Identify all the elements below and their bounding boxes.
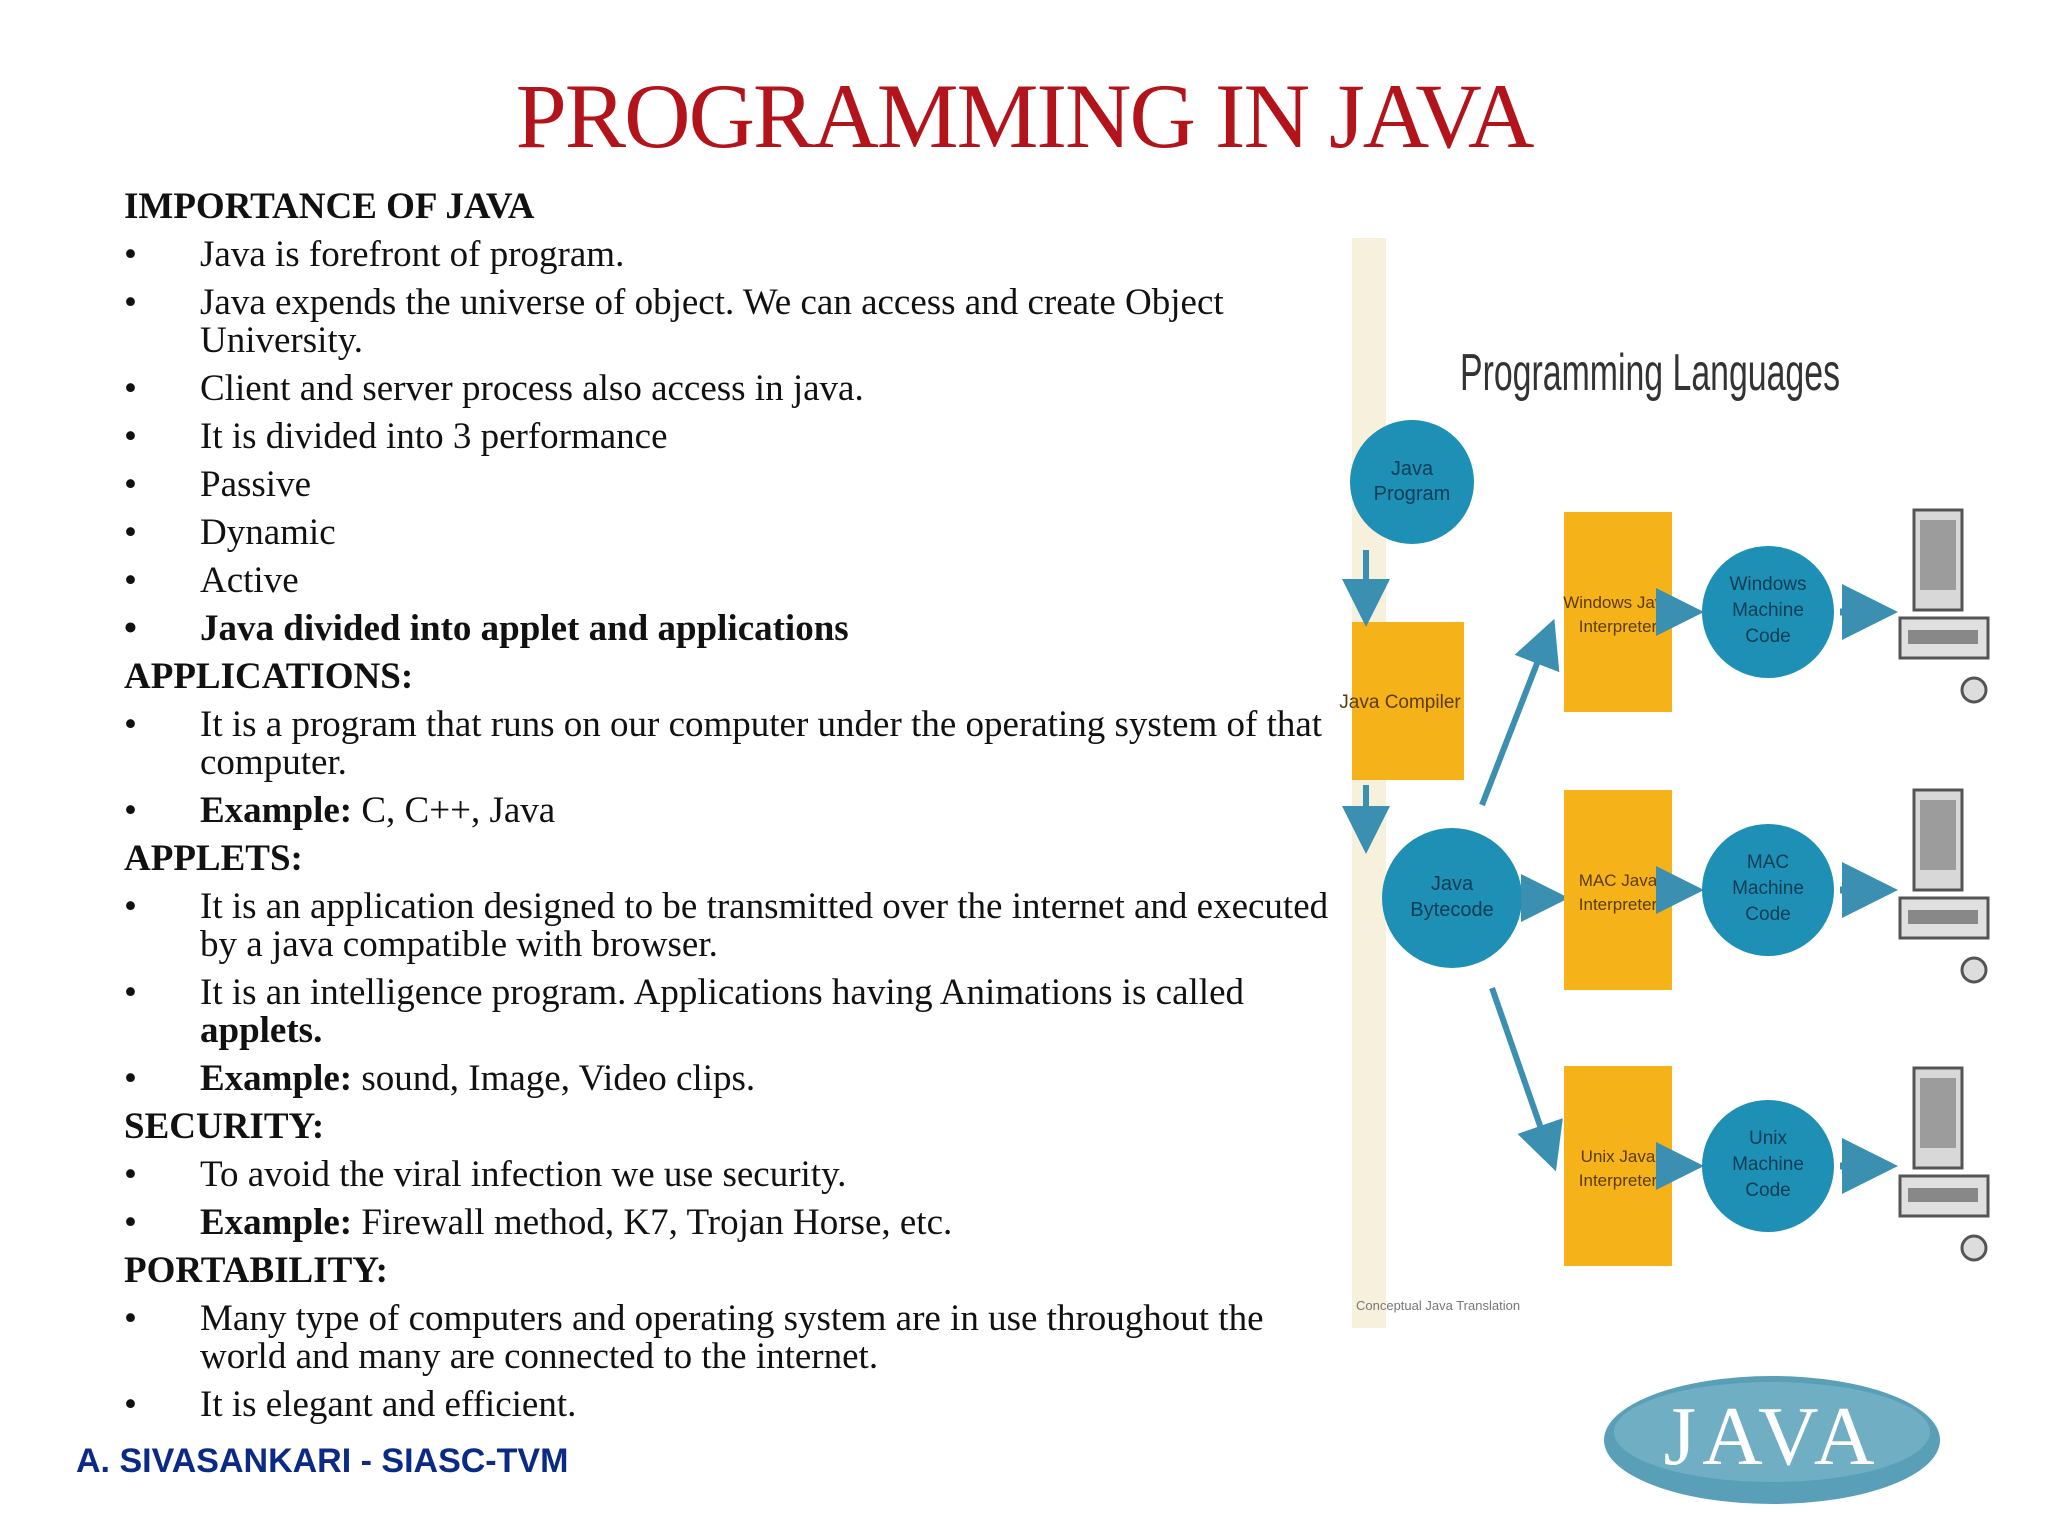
mac-interpreter-box xyxy=(1564,790,1672,990)
java-logo-text: JAVA xyxy=(1663,1390,1881,1483)
author-footer: A. SIVASANKARI - SIASC-TVM xyxy=(76,1442,569,1480)
bullet-icon: • xyxy=(124,1058,137,1099)
list-item: • Example: C, C++, Java xyxy=(124,790,556,831)
unix-interpreter-label: Interpreter xyxy=(1578,1171,1658,1190)
java-program-label: Java xyxy=(1390,458,1434,480)
bullet-icon: • xyxy=(124,886,137,927)
list-item: • Example: sound, Image, Video clips. xyxy=(124,1058,756,1099)
bullet-icon: • xyxy=(124,416,137,457)
diagram-title: Programming Languages xyxy=(1460,344,1840,402)
arrow xyxy=(1492,988,1552,1160)
bullet-icon: • xyxy=(124,972,137,1013)
java-compiler-label: Java Compiler xyxy=(1339,692,1461,713)
unix-interpreter-label: Unix Java xyxy=(1580,1147,1656,1166)
list-item: • Java divided into applet and applications xyxy=(124,608,849,649)
bullet-icon: • xyxy=(124,1298,137,1339)
example-label: Example: xyxy=(200,1202,353,1243)
list-item: • Active xyxy=(124,560,299,601)
java-program-circle xyxy=(1350,420,1474,544)
bullet-icon: • xyxy=(124,608,137,649)
list-item: • Example: Firewall method, K7, Trojan Horse, etc. xyxy=(124,1202,953,1243)
computer-icon xyxy=(1900,1068,1988,1260)
section-heading-importance: IMPORTANCE OF JAVA xyxy=(124,186,535,227)
list-item: • Client and server process also access in java. xyxy=(124,368,864,409)
windows-interpreter-label: Interpreter xyxy=(1578,617,1658,636)
section-heading-applets: APPLETS: xyxy=(124,838,303,879)
list-item: • Java expends the universe of object. We can access and create Object University. xyxy=(124,282,1224,361)
windows-machine-code-label: Windows xyxy=(1729,574,1807,595)
list-item: • It is elegant and efficient. xyxy=(124,1384,577,1425)
bullet-icon: • xyxy=(124,560,137,601)
example-label: Example: xyxy=(200,790,353,831)
list-item: • It is divided into 3 performance xyxy=(124,416,668,457)
diagram-caption: Conceptual Java Translation xyxy=(1356,1298,1521,1313)
windows-interpreter-label: Windows Java xyxy=(1563,593,1673,612)
bullet-icon: • xyxy=(124,704,137,745)
windows-interpreter-box xyxy=(1564,512,1672,712)
java-bytecode-label: Bytecode xyxy=(1410,899,1494,921)
programming-languages-diagram xyxy=(1339,230,1992,1340)
java-bytecode-label: Java xyxy=(1430,873,1474,895)
list-item: • Many type of computers and operating system are in use throughout the world and many are connected to the internet. xyxy=(124,1298,1264,1377)
bullet-icon: • xyxy=(124,512,137,553)
java-bytecode-circle xyxy=(1382,828,1522,968)
unix-interpreter-box xyxy=(1564,1066,1672,1266)
page-title: PROGRAMMING IN JAVA xyxy=(515,65,1533,167)
unix-machine-code-label: Unix xyxy=(1748,1128,1788,1149)
list-item: • It is a program that runs on our computer under the operating system of that computer. xyxy=(124,704,1323,783)
list-item: • It is an application designed to be transmitted over the internet and executed by a java compatible with browser. xyxy=(124,886,1329,965)
list-item: • Dynamic xyxy=(124,512,336,553)
arrow xyxy=(1482,630,1550,805)
windows-machine-code-label: Code xyxy=(1745,626,1791,647)
java-logo xyxy=(1600,1372,1944,1508)
mac-machine-code-label: Code xyxy=(1745,904,1791,925)
slide-content xyxy=(124,188,1354,1434)
computer-icon xyxy=(1900,510,1988,702)
mac-interpreter-label: MAC Java xyxy=(1578,871,1658,890)
list-item: • To avoid the viral infection we use security. xyxy=(124,1154,847,1195)
unix-machine-code-label: Code xyxy=(1745,1180,1791,1201)
section-heading-portability: PORTABILITY: xyxy=(124,1250,388,1291)
diagram-background xyxy=(1352,238,1386,1328)
bullet-icon: • xyxy=(124,234,137,275)
mac-machine-code-label: MAC xyxy=(1746,852,1790,873)
bullet-icon: • xyxy=(124,1202,137,1243)
section-heading-applications: APPLICATIONS: xyxy=(124,656,414,697)
list-item: • Java is forefront of program. xyxy=(124,234,625,275)
bullet-icon: • xyxy=(124,464,137,505)
computer-icon xyxy=(1900,790,1988,982)
list-item: • Passive xyxy=(124,464,311,505)
mac-interpreter-label: Interpreter xyxy=(1578,895,1658,914)
bullet-icon: • xyxy=(124,368,137,409)
bullet-icon: • xyxy=(124,790,137,831)
bullet-icon: • xyxy=(124,282,137,323)
unix-machine-code-label: Machine xyxy=(1732,1154,1804,1175)
bullet-icon: • xyxy=(124,1154,137,1195)
list-item: • It is an intelligence program. Applications having Animations is called applets. xyxy=(124,972,1245,1051)
bullet-icon: • xyxy=(124,1384,137,1425)
section-heading-security: SECURITY: xyxy=(124,1106,325,1147)
example-label: Example: xyxy=(200,1058,353,1099)
mac-machine-code-label: Machine xyxy=(1732,878,1804,899)
java-program-label: Program xyxy=(1373,483,1451,505)
windows-machine-code-label: Machine xyxy=(1732,600,1804,621)
